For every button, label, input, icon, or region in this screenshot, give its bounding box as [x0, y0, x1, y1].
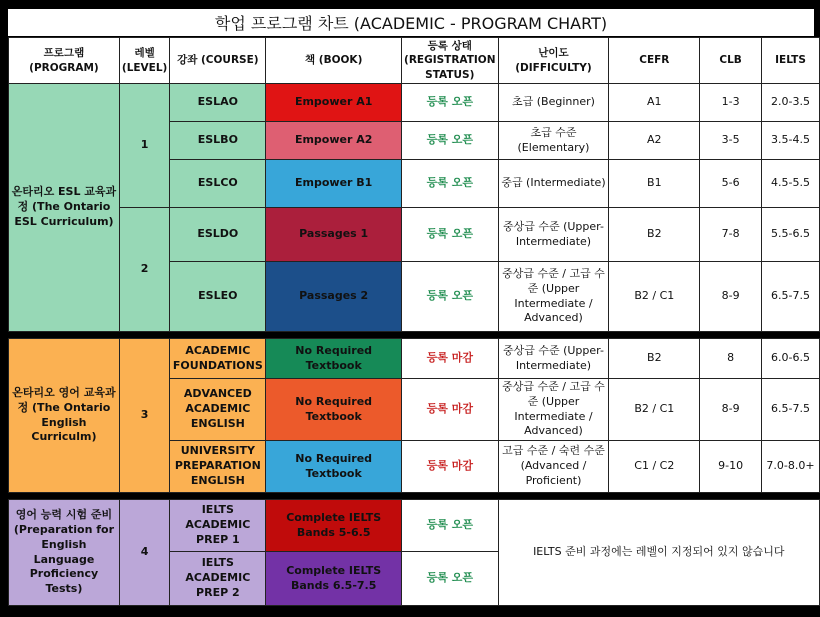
- header-clb: CLB: [700, 38, 762, 84]
- status-cell: 등록 마감: [402, 441, 499, 493]
- course-cell: ESLBO: [170, 122, 266, 160]
- cefr-cell: A2: [609, 122, 700, 160]
- course-cell: ADVANCED ACADEMIC ENGLISH: [170, 379, 266, 441]
- ielts-cell: 7.0-8.0+: [762, 441, 820, 493]
- header-ielts: IELTS: [762, 38, 820, 84]
- course-cell: ESLCO: [170, 160, 266, 208]
- course-cell: UNIVERSITY PREPARATION ENGLISH: [170, 441, 266, 493]
- chart-title: 학업 프로그램 차트 (ACADEMIC - PROGRAM CHART): [8, 9, 814, 36]
- gap-cell: [9, 332, 820, 339]
- status-cell: 등록 오픈: [402, 500, 499, 552]
- book-cell: Passages 2: [266, 262, 402, 332]
- ielts-cell: 3.5-4.5: [762, 122, 820, 160]
- book-cell: No Required Textbook: [266, 441, 402, 493]
- section-gap: [9, 493, 820, 500]
- header-cefr: CEFR: [609, 38, 700, 84]
- book-cell: Empower B1: [266, 160, 402, 208]
- level-3: 3: [119, 339, 169, 493]
- cefr-cell: B2: [609, 208, 700, 262]
- clb-cell: 8-9: [700, 379, 762, 441]
- table-row: [9, 208, 820, 262]
- difficulty-cell: 초급 (Beginner): [498, 84, 609, 122]
- status-cell: 등록 오픈: [402, 84, 499, 122]
- program-test-prep: 영어 능력 시험 준비 (Preparation for English Language Proficiency Tests): [9, 500, 120, 606]
- course-cell: IELTS ACADEMIC PREP 2: [170, 552, 266, 606]
- cefr-cell: B2 / C1: [609, 262, 700, 332]
- program-esl: 온타리오 ESL 교육과정 (The Ontario ESL Curriculum): [9, 84, 120, 332]
- difficulty-cell: 초급 수준 (Elementary): [498, 122, 609, 160]
- book-cell: Complete IELTS Bands 6.5-7.5: [266, 552, 402, 606]
- ielts-cell: 4.5-5.5: [762, 160, 820, 208]
- course-cell: ESLAO: [170, 84, 266, 122]
- ielts-cell: 6.5-7.5: [762, 379, 820, 441]
- cefr-cell: B1: [609, 160, 700, 208]
- header-course: 강좌 (COURSE): [170, 38, 266, 84]
- status-cell: 등록 오픈: [402, 122, 499, 160]
- table-row: [9, 84, 820, 122]
- difficulty-cell: 중급 (Intermediate): [498, 160, 609, 208]
- ielts-cell: 6.0-6.5: [762, 339, 820, 379]
- clb-cell: 3-5: [700, 122, 762, 160]
- status-cell: 등록 오픈: [402, 160, 499, 208]
- level-1: 1: [119, 84, 169, 208]
- book-cell: No Required Textbook: [266, 339, 402, 379]
- program-english: 온타리오 영어 교육과정 (The Ontario English Curriculm): [9, 339, 120, 493]
- difficulty-cell: 중상급 수준 (Upper-Intermediate): [498, 339, 609, 379]
- book-cell: No Required Textbook: [266, 379, 402, 441]
- level-4: 4: [119, 500, 169, 606]
- difficulty-cell: 중상급 수준 (Upper-Intermediate): [498, 208, 609, 262]
- header-difficulty: 난이도 (DIFFICULTY): [498, 38, 609, 84]
- book-cell: Complete IELTS Bands 5-6.5: [266, 500, 402, 552]
- course-cell: ESLEO: [170, 262, 266, 332]
- gap-cell: [9, 493, 820, 500]
- difficulty-cell: 중상급 수준 / 고급 수준 (Upper Intermediate / Advanced): [498, 379, 609, 441]
- cefr-cell: B2 / C1: [609, 379, 700, 441]
- header-book: 책 (BOOK): [266, 38, 402, 84]
- clb-cell: 9-10: [700, 441, 762, 493]
- header-level: 레벨 (LEVEL): [119, 38, 169, 84]
- status-cell: 등록 마감: [402, 339, 499, 379]
- book-cell: Empower A2: [266, 122, 402, 160]
- level-2: 2: [119, 208, 169, 332]
- status-cell: 등록 오픈: [402, 262, 499, 332]
- cefr-cell: A1: [609, 84, 700, 122]
- status-cell: 등록 마감: [402, 379, 499, 441]
- course-cell: ACADEMIC FOUNDATIONS: [170, 339, 266, 379]
- clb-cell: 8-9: [700, 262, 762, 332]
- cefr-cell: C1 / C2: [609, 441, 700, 493]
- book-cell: Passages 1: [266, 208, 402, 262]
- header-row: [9, 38, 820, 84]
- difficulty-cell: 고급 수준 / 숙련 수준 (Advanced / Proficient): [498, 441, 609, 493]
- ielts-note: IELTS 준비 과정에는 레벨이 지정되어 있지 않습니다: [498, 500, 819, 606]
- course-cell: ESLDO: [170, 208, 266, 262]
- book-cell: Empower A1: [266, 84, 402, 122]
- clb-cell: 5-6: [700, 160, 762, 208]
- clb-cell: 1-3: [700, 84, 762, 122]
- program-table: [8, 37, 820, 606]
- header-status: 등록 상태 (REGISTRATION STATUS): [402, 38, 499, 84]
- table-row: [9, 500, 820, 552]
- table-row: [9, 339, 820, 379]
- clb-cell: 7-8: [700, 208, 762, 262]
- cefr-cell: B2: [609, 339, 700, 379]
- ielts-cell: 5.5-6.5: [762, 208, 820, 262]
- ielts-cell: 2.0-3.5: [762, 84, 820, 122]
- ielts-cell: 6.5-7.5: [762, 262, 820, 332]
- status-cell: 등록 오픈: [402, 552, 499, 606]
- clb-cell: 8: [700, 339, 762, 379]
- section-gap: [9, 332, 820, 339]
- header-program: 프로그램 (PROGRAM): [9, 38, 120, 84]
- course-cell: IELTS ACADEMIC PREP 1: [170, 500, 266, 552]
- status-cell: 등록 오픈: [402, 208, 499, 262]
- difficulty-cell: 중상급 수준 / 고급 수준 (Upper Intermediate / Advanced): [498, 262, 609, 332]
